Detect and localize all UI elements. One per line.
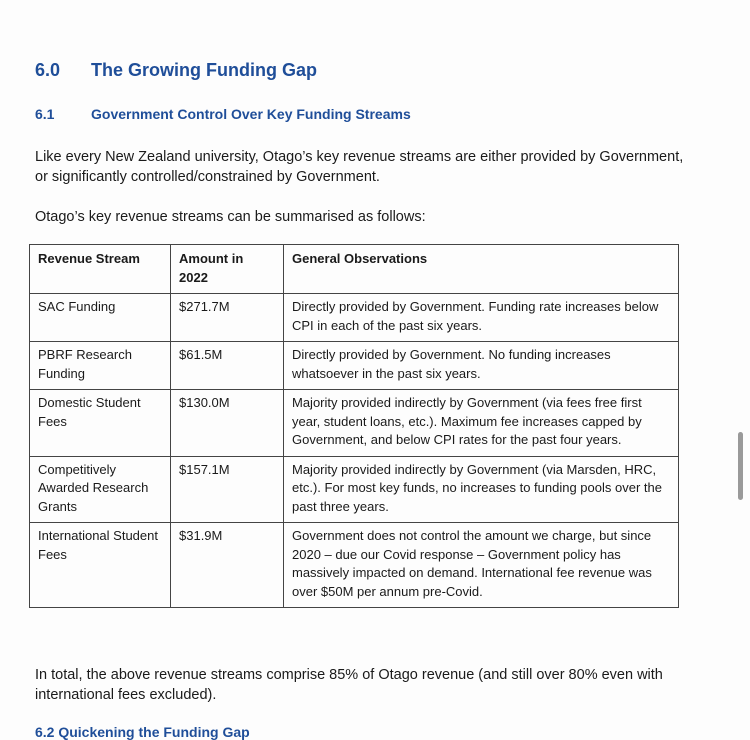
intro-line-2: or significantly controlled/constrained by Government. [35,169,380,185]
cell-observations: Directly provided by Government. Funding rate increases below CPI in each of the past six years. [284,294,679,342]
section-title: The Growing Funding Gap [91,60,317,80]
subsection-title: Government Control Over Key Funding Streams [91,106,411,122]
header-amount: Amount in 2022 [171,245,284,294]
cell-amount: $61.5M [171,342,284,390]
header-revenue-stream: Revenue Stream [30,245,171,294]
table-row [30,456,679,523]
next-section-heading-partial: 6.2 Quickening the Funding Gap [35,724,250,740]
total-line-1: In total, the above revenue streams comprise 85% of Otago revenue (and still over 80% even with [35,667,663,683]
intro-paragraph [35,147,683,187]
cell-stream: Domestic Student Fees [30,390,171,457]
cell-amount: $157.1M [171,456,284,523]
intro-line-1: Like every New Zealand university, Otago’s key revenue streams are either provided by Government, [35,149,684,165]
summary-paragraph: Otago’s key revenue streams can be summarised as follows: [35,209,426,225]
table-row [30,523,679,608]
revenue-table [29,244,679,608]
section-heading [35,60,317,81]
table-header-row [30,245,679,294]
scrollbar-thumb[interactable] [738,432,743,500]
cell-stream: PBRF Research Funding [30,342,171,390]
cell-observations: Majority provided indirectly by Government (via fees free first year, student loans, etc.). Maximum fee increases capped by Government, and below CPI rates for the past four years. [284,390,679,457]
table-row [30,342,679,390]
cell-observations: Majority provided indirectly by Government (via Marsden, HRC, etc.). For most key funds, no increases to funding pools over the past three years. [284,456,679,523]
subsection-number: 6.1 [35,106,55,122]
header-observations: General Observations [284,245,679,294]
cell-stream: International Student Fees [30,523,171,608]
cell-amount: $271.7M [171,294,284,342]
cell-stream: SAC Funding [30,294,171,342]
cell-stream: Competitively Awarded Research Grants [30,456,171,523]
cell-amount: $31.9M [171,523,284,608]
total-line-2: international fees excluded). [35,687,217,703]
table-row [30,390,679,457]
total-paragraph [35,665,663,705]
subsection-heading [35,106,411,122]
cell-observations: Government does not control the amount we charge, but since 2020 – due our Covid response – Government policy has massively impacted on demand. International fee revenue was over $50M per annum pre-Covid. [284,523,679,608]
section-number: 6.0 [35,60,61,80]
cell-observations: Directly provided by Government. No funding increases whatsoever in the past six years. [284,342,679,390]
cell-amount: $130.0M [171,390,284,457]
table-row [30,294,679,342]
